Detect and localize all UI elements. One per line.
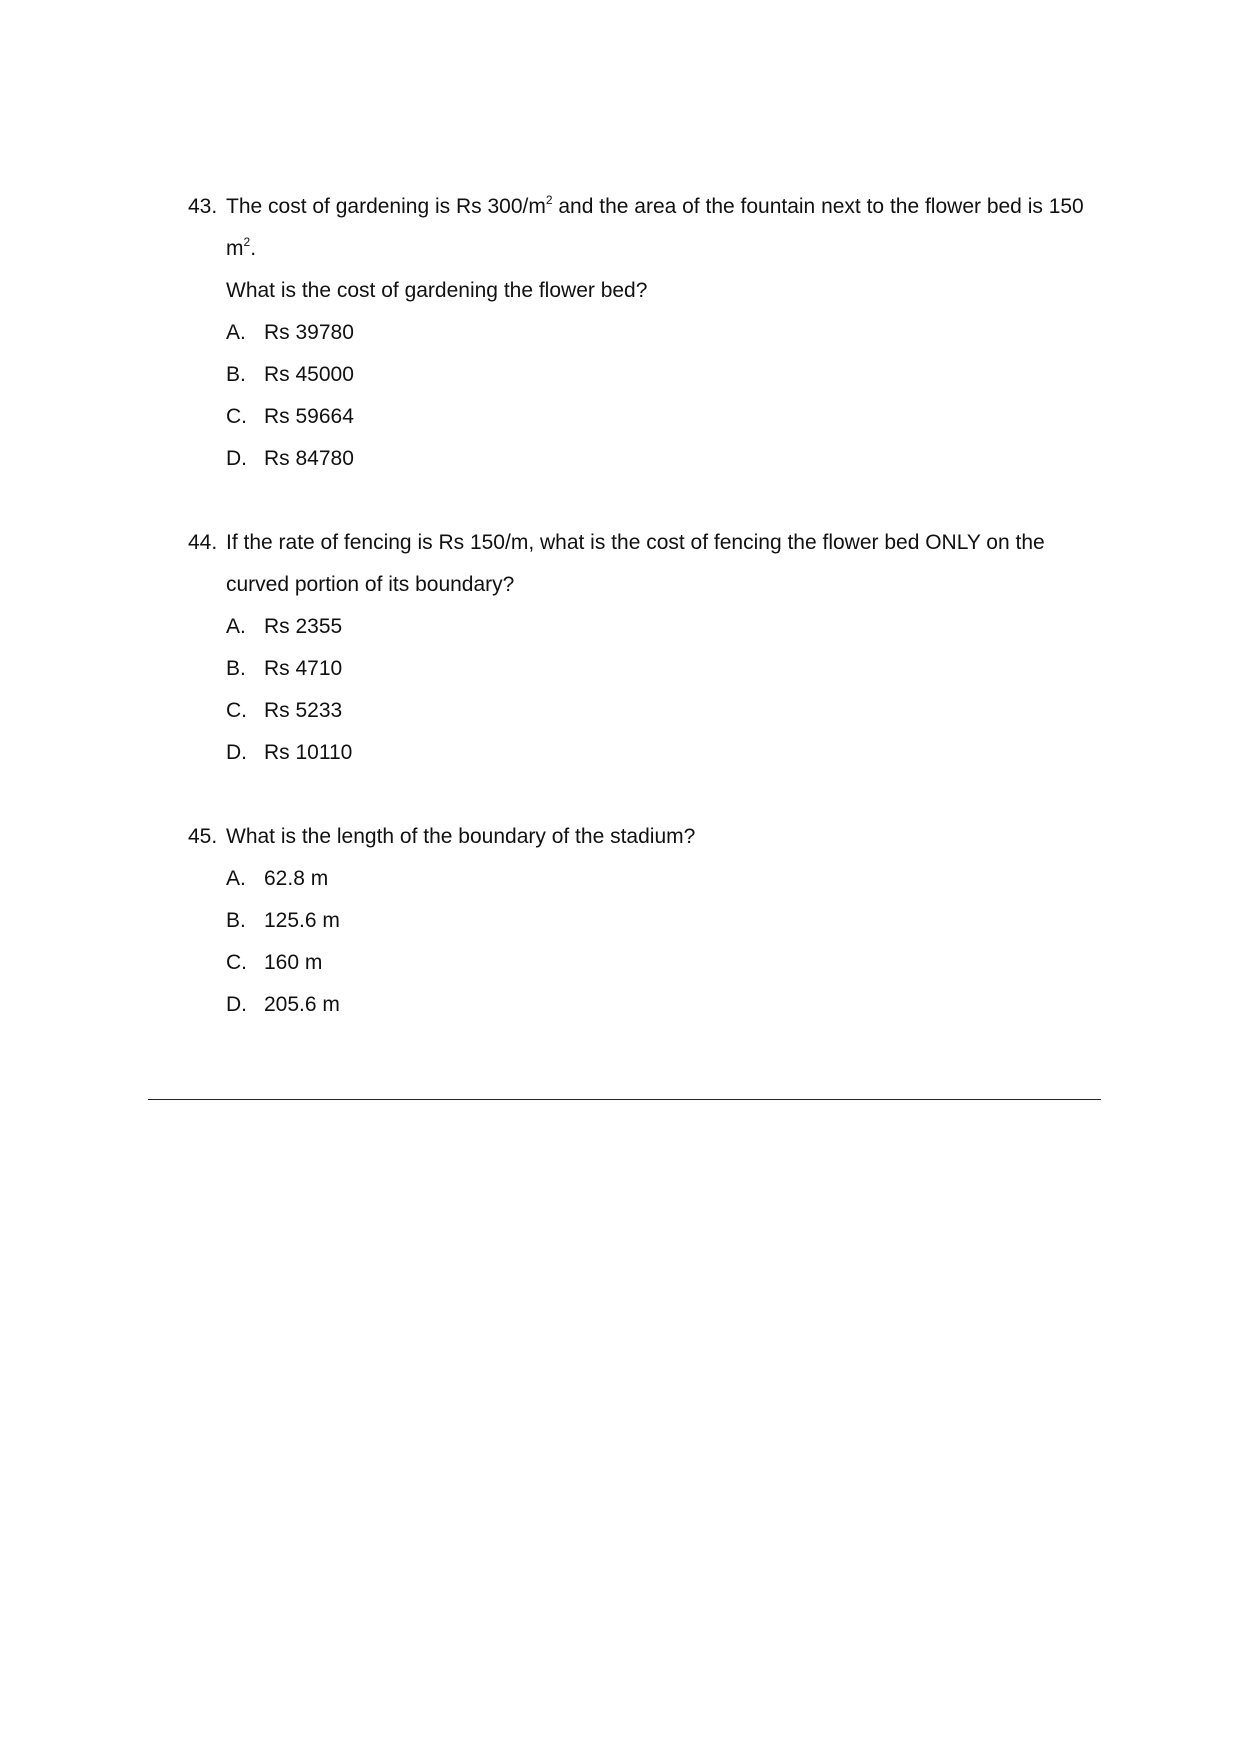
question-stem-line-2: $m^2$. (226, 235, 257, 260)
question-number: 45. (188, 825, 218, 848)
question-number: 44. (188, 531, 218, 554)
option-value: Rs 4710 (264, 657, 343, 680)
option-value: Rs 10110 (264, 741, 353, 764)
option-value: Rs 84780 (264, 447, 354, 470)
option-letter: D. (226, 993, 247, 1016)
option-value: Rs 39780 (264, 321, 354, 344)
question-prompt: What is the cost of gardening the flower bed? (226, 279, 648, 302)
option-letter: A. (226, 867, 246, 890)
question-stem-line-1: The cost of gardening is Rs $300/m^2$ and the area of the fountain next to the flower bed is 150 (226, 193, 1084, 218)
option-value: Rs 59664 (264, 405, 354, 428)
option-letter: A. (226, 321, 246, 344)
option-letter: B. (226, 363, 246, 386)
question-stem-line-2: curved portion of its boundary? (226, 573, 515, 596)
option-letter: C. (226, 405, 247, 428)
option-letter: A. (226, 615, 246, 638)
option-letter: C. (226, 699, 247, 722)
option-letter: C. (226, 951, 247, 974)
option-letter: B. (226, 657, 246, 680)
section-divider (148, 1099, 1101, 1100)
option-letter: D. (226, 447, 247, 470)
option-value: 205.6 m (264, 993, 340, 1016)
question-stem-line-1: If the rate of fencing is Rs 150/m, what is the cost of fencing the flower bed ONLY on the (226, 531, 1045, 554)
question-number: 43. (188, 195, 218, 218)
question-stem-line-1: What is the length of the boundary of the stadium? (226, 825, 696, 848)
option-value: Rs 45000 (264, 363, 354, 386)
option-letter: D. (226, 741, 247, 764)
option-value: 160 m (264, 951, 323, 974)
option-value: Rs 2355 (264, 615, 343, 638)
option-letter: B. (226, 909, 246, 932)
option-value: Rs 5233 (264, 699, 343, 722)
option-value: 125.6 m (264, 909, 340, 932)
option-value: 62.8 m (264, 867, 329, 890)
